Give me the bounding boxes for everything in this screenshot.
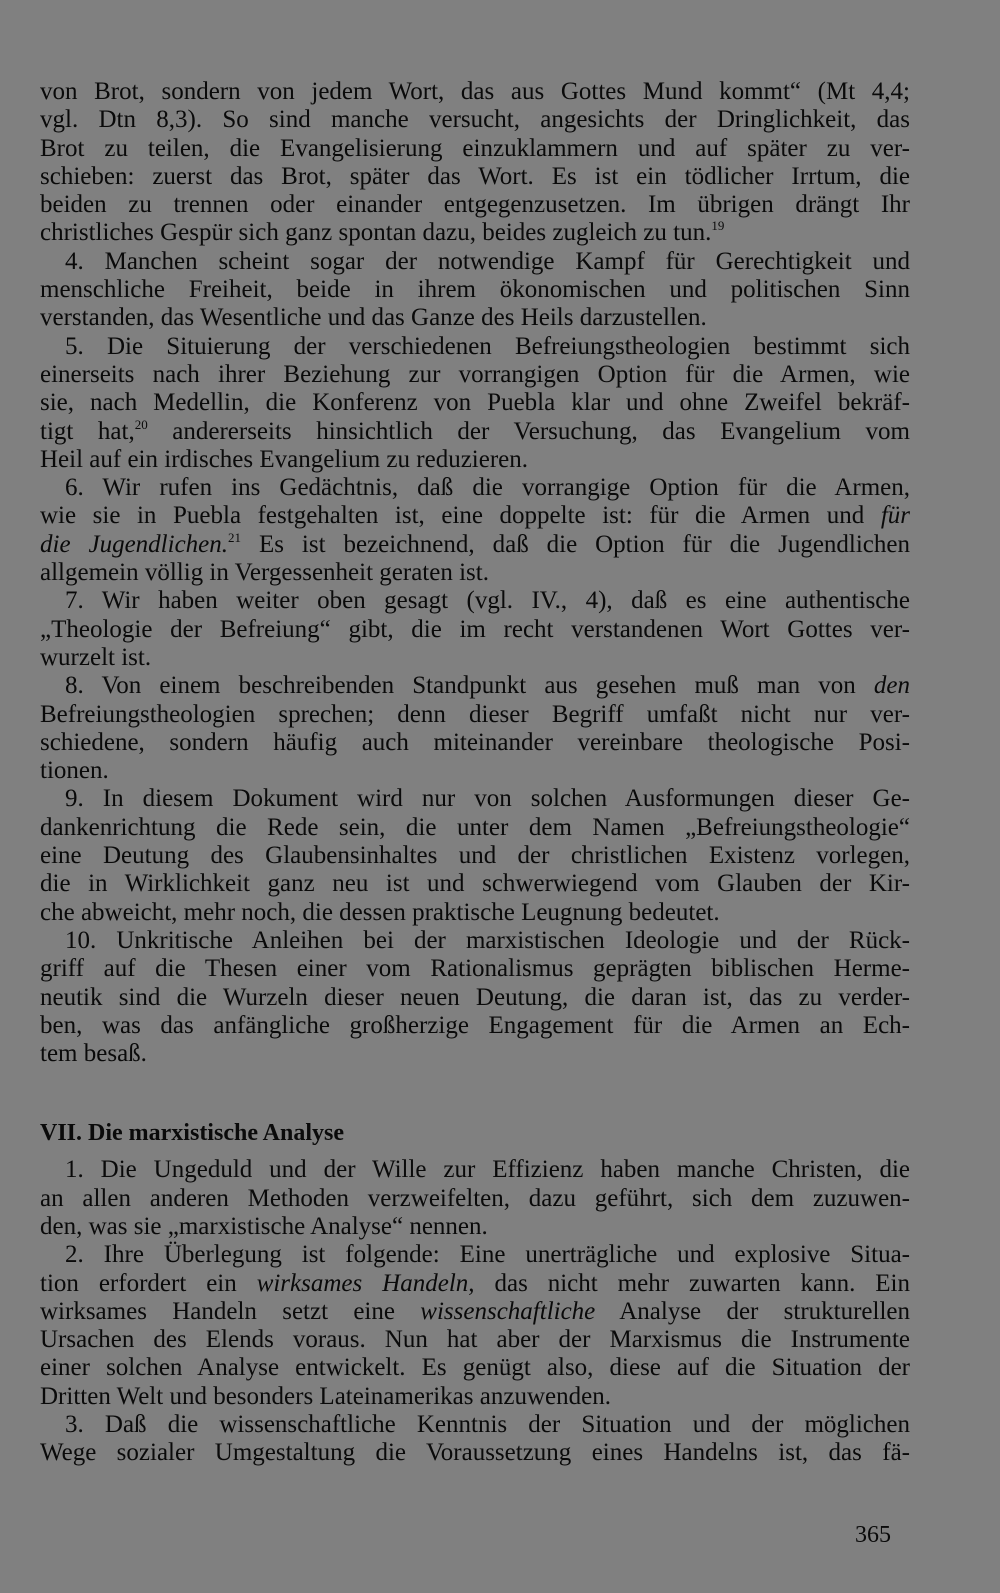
text-line xyxy=(40,418,910,446)
line-text: neutik sind die Wurzeln dieser neuen Deutung, die daran ist, das zu verder- xyxy=(40,983,910,1011)
text-line xyxy=(40,729,910,757)
line-text: das nicht mehr zuwarten kann. Ein xyxy=(494,1269,911,1297)
line-text: 1. Die Ungeduld und der Wille zur Effizienz haben manche Christen, die xyxy=(65,1156,910,1184)
line-text: 4. Manchen scheint sogar der notwendige Kampf für Gerechtigkeit und xyxy=(65,247,910,275)
line-text: Dritten Welt und besonders Lateinamerikas anzuwenden. xyxy=(40,1382,611,1410)
page-number: 365 xyxy=(855,1522,891,1548)
line-text: tionen. xyxy=(40,757,109,785)
text-line xyxy=(40,955,910,983)
text-line xyxy=(40,842,910,870)
text-line xyxy=(40,276,910,304)
text-line xyxy=(40,361,910,389)
italic-text: wirksames Handeln, xyxy=(256,1269,475,1297)
text-line xyxy=(40,389,910,417)
line-text: che abweicht, mehr noch, die dessen praktische Leugnung bedeutet. xyxy=(40,898,720,926)
paragraph-start-line xyxy=(40,785,910,813)
line-text: christliches Gespür sich ganz spontan dazu, beides zugleich zu tun. xyxy=(40,219,712,247)
line-text: Befreiungstheologien sprechen; denn dieser Begriff umfaßt nicht nur ver- xyxy=(40,700,910,728)
line-text: wie sie in Puebla festgehalten ist, eine doppelte ist: für die Armen und xyxy=(40,502,865,530)
line-text: allgemein völlig in Vergessenheit geraten ist. xyxy=(40,559,489,587)
text-line xyxy=(40,304,910,332)
paragraph-start-line xyxy=(40,474,910,502)
line-text: den, was sie „marxistische Analyse“ nennen. xyxy=(40,1212,488,1240)
line-text: an allen anderen Methoden verzweifelten, dazu geführt, sich dem zuzuwen- xyxy=(40,1184,910,1212)
text-line xyxy=(40,899,910,927)
line-text: Heil auf ein irdisches Evangelium zu reduzieren. xyxy=(40,445,529,473)
line-text: schieben: zuerst das Brot, später das Wort. Es ist ein tödlicher Irrtum, die xyxy=(40,162,910,190)
line-text: beiden zu trennen oder einander entgegenzusetzen. Im übrigen drängt Ihr xyxy=(40,191,910,219)
section-body-part2 xyxy=(40,1156,910,1467)
line-text: 5. Die Situierung der verschiedenen Befreiungstheologien bestimmt sich xyxy=(65,332,910,360)
line-text: Ursachen des Elends voraus. Nun hat aber der Marxismus die Instrumente xyxy=(40,1326,910,1354)
text-line xyxy=(40,1185,910,1213)
text-line xyxy=(40,1213,910,1241)
italic-text: für xyxy=(880,502,910,530)
text-line xyxy=(40,1383,910,1411)
italic-text: wissenschaftliche xyxy=(420,1297,596,1325)
line-text: Wege sozialer Umgestaltung die Voraussetzung eines Handelns ist, das fä- xyxy=(40,1439,910,1467)
text-line xyxy=(40,219,910,247)
line-text: 6. Wir rufen ins Gedächtnis, daß die vorrangige Option für die Armen, xyxy=(65,474,910,502)
text-line xyxy=(40,701,910,729)
text-line xyxy=(40,135,910,163)
text-line xyxy=(40,1326,910,1354)
line-text: von Brot, sondern von jedem Wort, das aus Gottes Mund kommt“ (Mt 4,4; xyxy=(40,78,910,105)
footnote-ref: 19 xyxy=(711,218,725,234)
line-text: vgl. Dtn 8,3). So sind manche versucht, angesichts der Dringlichkeit, das xyxy=(40,106,910,134)
line-text: Analyse der strukturellen xyxy=(619,1297,911,1325)
italic-text: die Jugendlichen. xyxy=(40,530,229,558)
paragraph-start-line xyxy=(40,1241,910,1269)
footnote-ref: 21 xyxy=(228,529,242,545)
line-text: schiedene, sondern häufig auch miteinander vereinbare theologische Posi- xyxy=(40,728,910,756)
line-text: wurzelt ist. xyxy=(40,643,152,671)
text-line xyxy=(40,531,910,559)
line-text: menschliche Freiheit, beide in ihrem ökonomischen und politischen Sinn xyxy=(40,276,910,304)
text-line xyxy=(40,757,910,785)
paragraph-start-line xyxy=(40,333,910,361)
line-text: tion erfordert ein xyxy=(40,1269,237,1297)
paragraph-start-line xyxy=(40,1156,910,1184)
line-text: wirksames Handeln setzt eine xyxy=(40,1297,395,1325)
line-text: dankenrichtung die Rede sein, die unter dem Namen „Befreiungstheologie“ xyxy=(40,813,910,841)
text-line xyxy=(40,1270,910,1298)
text-line xyxy=(40,78,910,106)
paragraph-start-line xyxy=(40,248,910,276)
paragraph-start-line xyxy=(40,927,910,955)
line-text: Brot zu teilen, die Evangelisierung einzuklammern und auf später zu ver- xyxy=(40,134,910,162)
text-line xyxy=(40,616,910,644)
line-text: griff auf die Thesen einer vom Rationalismus geprägten biblischen Herme- xyxy=(40,955,910,983)
text-line xyxy=(40,191,910,219)
line-text: verstanden, das Wesentliche und das Ganze des Heils darzustellen. xyxy=(40,304,707,332)
text-line xyxy=(40,1298,910,1326)
line-text: ben, was das anfängliche großherzige Engagement für die Armen an Ech- xyxy=(40,1011,910,1039)
line-text: 10. Unkritische Anleihen bei der marxistischen Ideologie und der Rück- xyxy=(65,926,910,954)
text-line xyxy=(40,163,910,191)
text-line xyxy=(40,446,910,474)
line-text: 9. In diesem Dokument wird nur von solchen Ausformungen dieser Ge- xyxy=(65,785,910,813)
text-line xyxy=(40,644,910,672)
line-text: tem besaß. xyxy=(40,1040,147,1068)
line-text: 7. Wir haben weiter oben gesagt (vgl. IV., 4), daß es eine authentische xyxy=(65,587,910,615)
line-text: die in Wirklichkeit ganz neu ist und schwerwiegend vom Glauben der Kir- xyxy=(40,870,910,898)
line-text: 3. Daß die wissenschaftliche Kenntnis der Situation und der möglichen xyxy=(65,1411,910,1439)
line-text: einer solchen Analyse entwickelt. Es genügt also, diese auf die Situation der xyxy=(40,1354,910,1382)
section-body-part1 xyxy=(40,78,910,1068)
footnote-ref: 20 xyxy=(134,416,148,432)
text-line xyxy=(40,559,910,587)
text-line xyxy=(40,1439,910,1467)
line-text: andererseits hinsichtlich der Versuchung, das Evangelium vom xyxy=(172,417,910,445)
line-text: Es ist bezeichnend, daß die Option für die Jugendlichen xyxy=(258,530,911,558)
text-line xyxy=(40,984,910,1012)
text-line xyxy=(40,870,910,898)
text-line xyxy=(40,1040,910,1068)
line-text: 8. Von einem beschreibenden Standpunkt aus gesehen muß man von xyxy=(65,672,856,700)
italic-text: den xyxy=(873,672,911,700)
line-text: tigt hat, xyxy=(40,417,135,445)
text-line xyxy=(40,106,910,134)
document-page xyxy=(40,78,910,1468)
line-text: einerseits nach ihrer Beziehung zur vorrangigen Option für die Armen, wie xyxy=(40,360,910,388)
text-line xyxy=(40,1012,910,1040)
line-text: eine Deutung des Glaubensinhaltes und der christlichen Existenz vorlegen, xyxy=(40,842,910,870)
paragraph-start-line xyxy=(40,672,910,700)
text-line xyxy=(40,1354,910,1382)
text-line xyxy=(40,502,910,530)
paragraph-start-line xyxy=(40,1411,910,1439)
text-line xyxy=(40,814,910,842)
section-heading: VII. Die marxistische Analyse xyxy=(40,1120,344,1147)
line-text: 2. Ihre Überlegung ist folgende: Eine unerträgliche und explosive Situa- xyxy=(65,1241,910,1269)
line-text: „Theologie der Befreiung“ gibt, die im recht verstandenen Wort Gottes ver- xyxy=(40,615,910,643)
line-text: sie, nach Medellin, die Konferenz von Puebla klar und ohne Zweifel bekräf- xyxy=(40,389,910,417)
paragraph-start-line xyxy=(40,587,910,615)
